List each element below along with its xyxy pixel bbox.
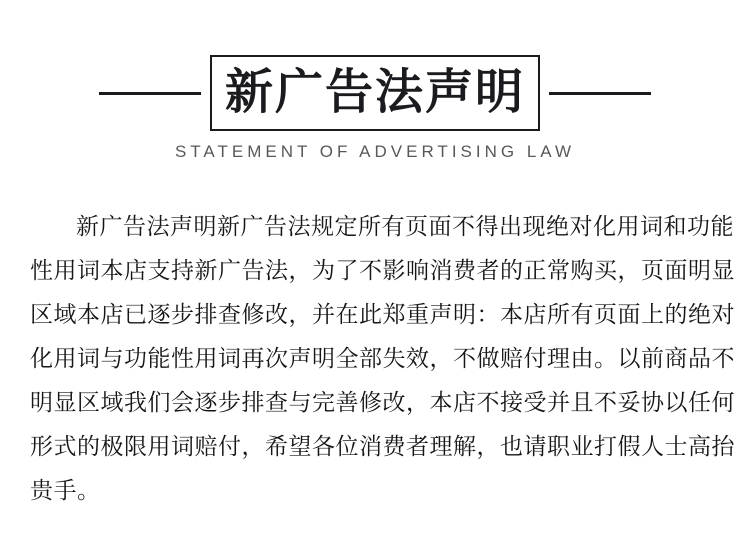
statement-paragraph <box>0 204 750 512</box>
statement-line: 区域本店已逐步排查修改，并在此郑重声明：本店所有页面上的绝对 <box>30 301 735 327</box>
page-title: 新广告法声明 <box>224 66 525 119</box>
statement-line: 新广告法声明新广告法规定所有页面不得出现绝对化用词和功能 <box>76 213 734 239</box>
page-subtitle: STATEMENT OF ADVERTISING LAW <box>174 142 576 161</box>
title-box <box>210 55 540 131</box>
statement-line: 性用词本店支持新广告法，为了不影响消费者的正常购买，页面明显 <box>30 257 735 283</box>
statement-line: 化用词与功能性用词再次声明全部失效，不做赔付理由。以前商品不 <box>30 345 735 371</box>
right-divider-line <box>549 92 651 95</box>
statement-line: 贵手。 <box>30 477 101 503</box>
statement-header <box>0 0 750 162</box>
left-divider-line <box>99 92 201 95</box>
statement-line: 明显区域我们会逐步排查与完善修改，本店不接受并且不妥协以任何 <box>30 389 735 415</box>
title-row <box>0 55 750 131</box>
statement-line: 形式的极限用词赔付，希望各位消费者理解，也请职业打假人士高抬 <box>30 433 735 459</box>
